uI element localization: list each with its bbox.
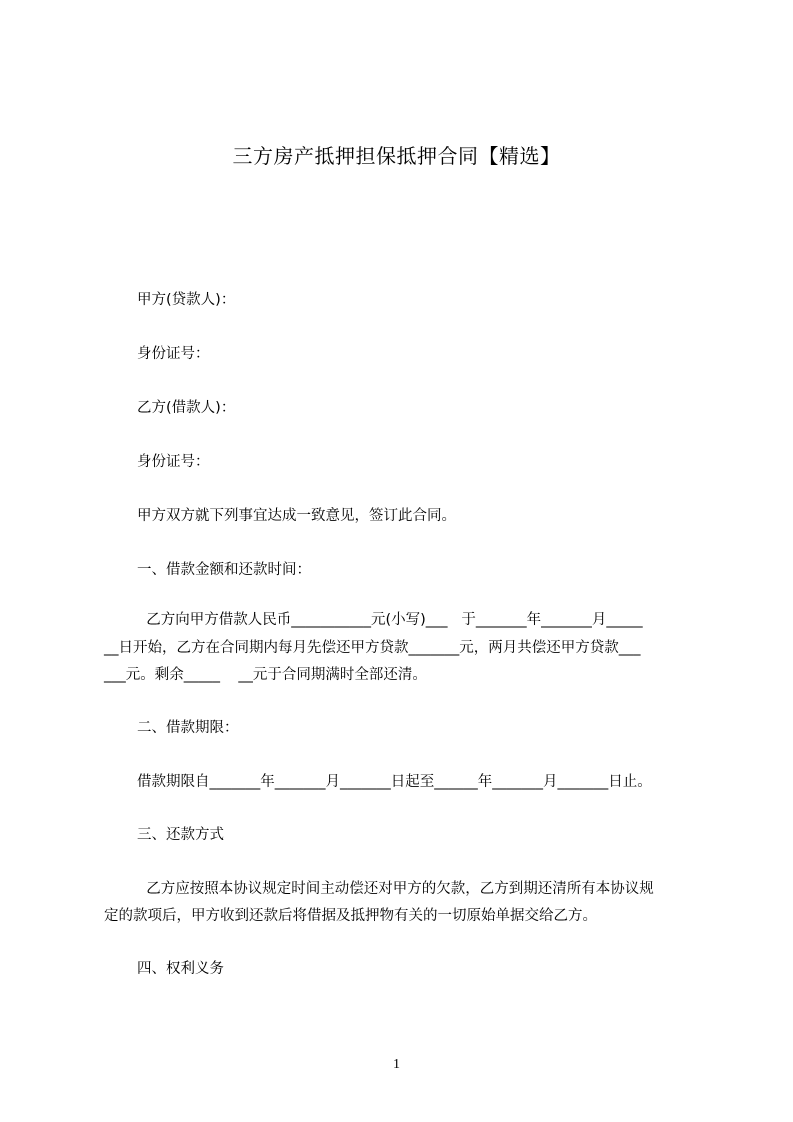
party-b-id-label: 身份证号：: [137, 454, 210, 470]
section-1-heading: 一、借款金额和还款时间：: [137, 562, 311, 578]
section-3-line-1: 乙方应按照本协议规定时间主动偿还对甲方的欠款，乙方到期还清所有本协议规: [137, 881, 654, 897]
section-1-line-2: __日开始，乙方在合同期内每月先偿还甲方贷款_______元，两月共偿还甲方贷款___: [104, 640, 641, 656]
section-2-heading: 二、借款期限：: [137, 720, 239, 736]
document-title: 三方房产抵押担保抵押合同【精选】: [232, 144, 561, 168]
page-number: 1: [393, 1057, 400, 1072]
agreement-intro: 甲方双方就下列事宜达成一致意见，签订此合同。: [137, 508, 456, 524]
party-b-label: 乙方(借款人)：: [137, 400, 236, 416]
section-1-line-3: ___元。剩余_____ __元于合同期满时全部还清。: [104, 667, 427, 683]
section-2-text: 借款期限自_______年_______月_______日起至______年_______月_______日止。: [137, 774, 652, 790]
section-1-line-1: 乙方向甲方借款人民币___________元(小写)___ 于_______年_______月_____: [137, 612, 643, 628]
section-4-heading: 四、权利义务: [137, 961, 224, 977]
section-3-line-2: 定的款项后，甲方收到还款后将借据及抵押物有关的一切原始单据交给乙方。: [104, 908, 597, 924]
party-a-id-label: 身份证号：: [137, 346, 210, 362]
party-a-label: 甲方(贷款人)：: [137, 292, 236, 308]
section-3-heading: 三、还款方式: [137, 827, 224, 843]
